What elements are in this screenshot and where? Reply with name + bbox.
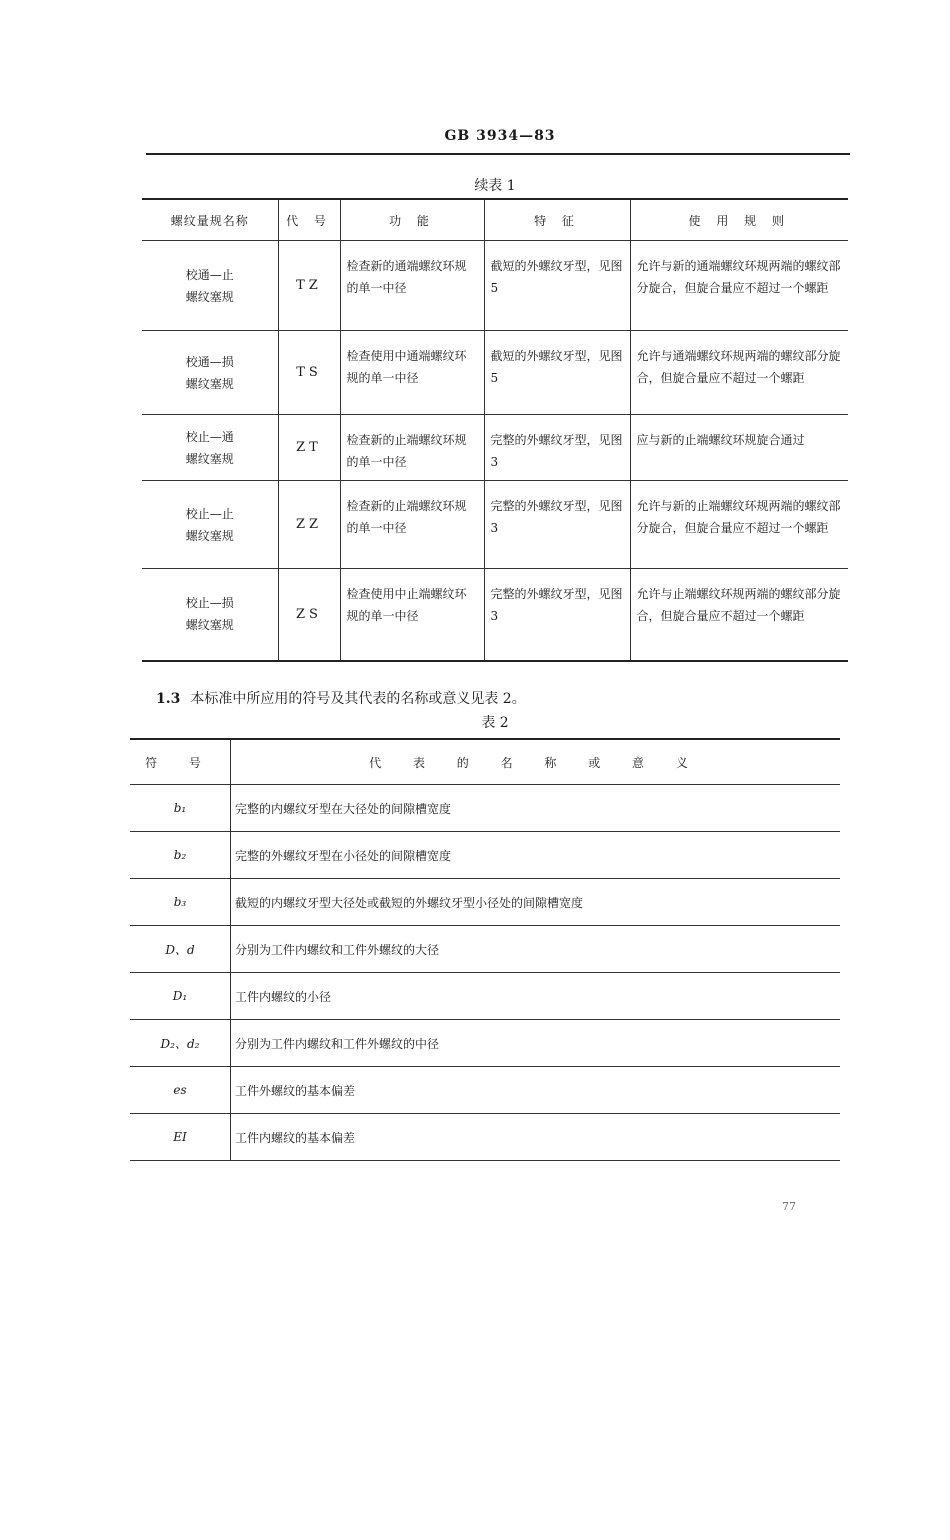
symbol-cell: D₂、d₂: [130, 1020, 231, 1067]
standard-header: GB 3934—83: [444, 128, 556, 144]
gauge-function: 检查新的止端螺纹环规的单一中径: [340, 415, 484, 481]
gauge-feature: 完整的外螺纹牙型，见图 3: [484, 569, 630, 661]
table-header-row: [142, 199, 848, 241]
gauge-code: ZT: [278, 415, 340, 481]
meaning-cell: 截短的内螺纹牙型大径处或截短的外螺纹牙型小径处的间隙槽宽度: [231, 879, 841, 926]
header-feature: 特 征: [484, 199, 630, 241]
gauge-name: 校通—损 螺纹塞规: [142, 331, 278, 415]
table-row: [130, 785, 840, 832]
meaning-cell: 工件外螺纹的基本偏差: [231, 1067, 841, 1114]
gauge-name: 校止—通 螺纹塞规: [142, 415, 278, 481]
table1-caption: 续表 1: [474, 178, 516, 194]
symbol-cell: b₁: [130, 785, 231, 832]
gauge-feature: 完整的外螺纹牙型，见图 3: [484, 415, 630, 481]
gauge-rule: 允许与止端螺纹环规两端的螺纹部分旋合，但旋合量应不超过一个螺距: [630, 569, 848, 661]
gauge-code: ZS: [278, 569, 340, 661]
table-row: [142, 241, 848, 331]
meaning-cell: 工件内螺纹的基本偏差: [231, 1114, 841, 1161]
gauge-rule: 允许与新的通端螺纹环规两端的螺纹部分旋合，但旋合量应不超过一个螺距: [630, 241, 848, 331]
table-row: [142, 415, 848, 481]
gauge-code: TS: [278, 331, 340, 415]
table-header-row: [130, 739, 840, 785]
page-number: 77: [782, 1200, 796, 1213]
symbol-cell: es: [130, 1067, 231, 1114]
symbol-cell: b₂: [130, 832, 231, 879]
meaning-cell: 分别为工件内螺纹和工件外螺纹的中径: [231, 1020, 841, 1067]
table-row: [142, 331, 848, 415]
gauge-name: 校通—止 螺纹塞规: [142, 241, 278, 331]
table-row: [130, 1114, 840, 1161]
table-row: [130, 926, 840, 973]
table-row: [130, 879, 840, 926]
gauge-table: [142, 198, 848, 662]
gauge-code: TZ: [278, 241, 340, 331]
meaning-cell: 完整的外螺纹牙型在小径处的间隙槽宽度: [231, 832, 841, 879]
header-usage-rule: 使 用 规 则: [630, 199, 848, 241]
gauge-function: 检查使用中止端螺纹环规的单一中径: [340, 569, 484, 661]
gauge-name: 校止—止 螺纹塞规: [142, 481, 278, 569]
gauge-feature: 截短的外螺纹牙型，见图 5: [484, 331, 630, 415]
table2-caption: 表 2: [481, 715, 509, 731]
header-function: 功 能: [340, 199, 484, 241]
gauge-feature: 完整的外螺纹牙型，见图 3: [484, 481, 630, 569]
gauge-function: 检查新的通端螺纹环规的单一中径: [340, 241, 484, 331]
table-row: [130, 973, 840, 1020]
gauge-name: 校止—损 螺纹塞规: [142, 569, 278, 661]
gauge-rule: 应与新的止端螺纹环规旋合通过: [630, 415, 848, 481]
symbol-table: [130, 738, 840, 1161]
table-row: [130, 832, 840, 879]
gauge-rule: 允许与新的止端螺纹环规两端的螺纹部分旋合，但旋合量应不超过一个螺距: [630, 481, 848, 569]
header-meaning: 代 表 的 名 称 或 意 义: [231, 739, 841, 785]
section-paragraph: [156, 688, 526, 708]
symbol-cell: D、d: [130, 926, 231, 973]
symbol-cell: EI: [130, 1114, 231, 1161]
section-text: 本标准中所应用的符号及其代表的名称或意义见表 2。: [190, 691, 526, 707]
meaning-cell: 分别为工件内螺纹和工件外螺纹的大径: [231, 926, 841, 973]
header-gauge-name: 螺纹量规名称: [142, 199, 278, 241]
table-row: [142, 569, 848, 661]
symbol-cell: D₁: [130, 973, 231, 1020]
header-rule: [146, 153, 850, 155]
gauge-rule: 允许与通端螺纹环规两端的螺纹部分旋合，但旋合量应不超过一个螺距: [630, 331, 848, 415]
table-row: [142, 481, 848, 569]
table-row: [130, 1020, 840, 1067]
header-symbol: 符 号: [130, 739, 231, 785]
gauge-code: ZZ: [278, 481, 340, 569]
symbol-cell: b₃: [130, 879, 231, 926]
gauge-feature: 截短的外螺纹牙型，见图 5: [484, 241, 630, 331]
header-code: 代 号: [278, 199, 340, 241]
gauge-function: 检查新的止端螺纹环规的单一中径: [340, 481, 484, 569]
meaning-cell: 完整的内螺纹牙型在大径处的间隙槽宽度: [231, 785, 841, 832]
section-number: 1.3: [156, 691, 181, 707]
gauge-function: 检查使用中通端螺纹环规的单一中径: [340, 331, 484, 415]
table-row: [130, 1067, 840, 1114]
meaning-cell: 工件内螺纹的小径: [231, 973, 841, 1020]
